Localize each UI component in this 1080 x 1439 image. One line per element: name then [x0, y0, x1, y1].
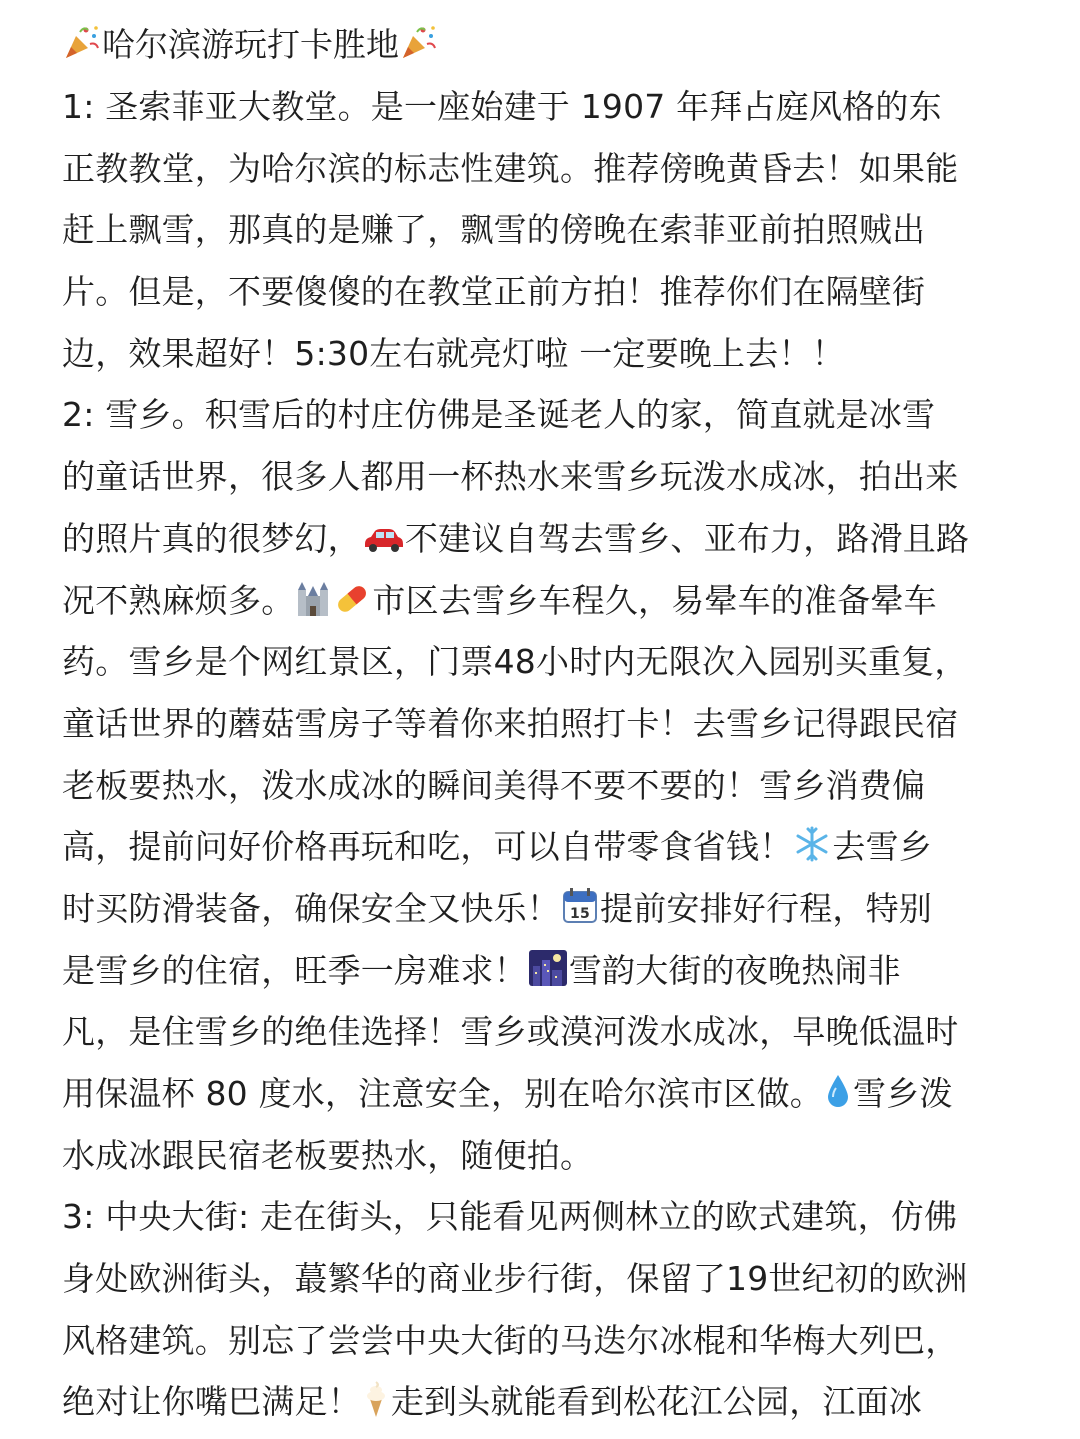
text-line: 凡，是住雪乡的绝佳选择！雪乡或漠河泼水成冰，早晚低温时: [62, 1012, 959, 1052]
pill-icon: [332, 576, 372, 614]
text-line: 况不熟麻烦多。 市区去雪乡车程久，易晕车的准备晕车: [62, 570, 1022, 632]
text-line: 1: 圣索菲亚大教堂。是一座始建于 1907 年拜占庭风格的东: [62, 87, 942, 126]
text-line: 的照片真的很梦幻， 不建议自驾去雪乡、亚布力，路滑且路: [62, 508, 1022, 570]
article-title: 哈尔滨游玩打卡胜地: [102, 25, 399, 64]
droplet-icon: [823, 1069, 853, 1109]
calendar-icon: [560, 884, 600, 924]
party-popper-icon: [399, 20, 439, 60]
text-line: 绝对让你嘴巴满足！ 走到头就能看到松花江公园，江面冰: [62, 1371, 1022, 1433]
text-line: 边，效果超好！5:30左右就亮灯啦 一定要晚上去！！: [62, 333, 845, 373]
text-line: 赶上飘雪，那真的是赚了，飘雪的傍晚在索菲亚前拍照贼出: [62, 210, 926, 250]
soft-ice-cream-icon: [361, 1377, 391, 1417]
night-city-icon: [527, 946, 569, 986]
castle-icon: [294, 576, 332, 614]
text-line: 时买防滑装备，确保安全又快乐！ 15 提前安排好行程，特别: [62, 878, 1022, 940]
text-line: 2: 雪乡。积雪后的村庄仿佛是圣诞老人的家，简直就是冰雪: [62, 395, 936, 435]
text-line: 水成冰跟民宿老板要热水，随便拍。: [62, 1135, 594, 1175]
svg-text:15: 15: [570, 905, 590, 922]
article-title-row: [62, 14, 1022, 76]
text-line: 的童话世界，很多人都用一杯热水来雪乡玩泼水成冰，拍出来: [62, 457, 959, 497]
text-line: 片。但是，不要傻傻的在教堂正前方拍！推荐你们在隔壁街: [62, 272, 926, 312]
text-line: 药。雪乡是个网红景区，门票48小时内无限次入园别买重复，: [62, 642, 968, 682]
text-line: 是雪乡的住宿，旺季一房难求！ 雪韵大街的夜晚热闹非: [62, 940, 1022, 1002]
text-line: 高，提前问好价格再玩和吃，可以自带零食省钱！ 去雪乡: [62, 816, 1022, 878]
text-line: 用保温杯 80 度水，注意安全，别在哈尔滨市区做。 雪乡泼: [62, 1063, 1022, 1125]
article: [62, 14, 1022, 1433]
party-popper-icon: [62, 20, 102, 60]
text-line: 童话世界的蘑菇雪房子等着你来拍照打卡！去雪乡记得跟民宿: [62, 703, 959, 743]
red-car-icon: [361, 512, 405, 542]
text-line: 3: 中央大街: 走在街头，只能看见两侧林立的欧式建筑，仿佛: [62, 1197, 958, 1237]
text-line: 身处欧洲街头，蕞繁华的商业步行街，保留了19世纪初的欧洲: [62, 1259, 968, 1299]
text-line: 老板要热水，泼水成冰的瞬间美得不要不要的！雪乡消费偏: [62, 765, 926, 805]
snowflake-icon: [792, 822, 832, 862]
text-line: 正教教堂，为哈尔滨的标志性建筑。推荐傍晚黄昏去！如果能: [62, 148, 959, 188]
text-line: 风格建筑。别忘了尝尝中央大街的马迭尔冰棍和华梅大列巴，: [62, 1320, 959, 1360]
